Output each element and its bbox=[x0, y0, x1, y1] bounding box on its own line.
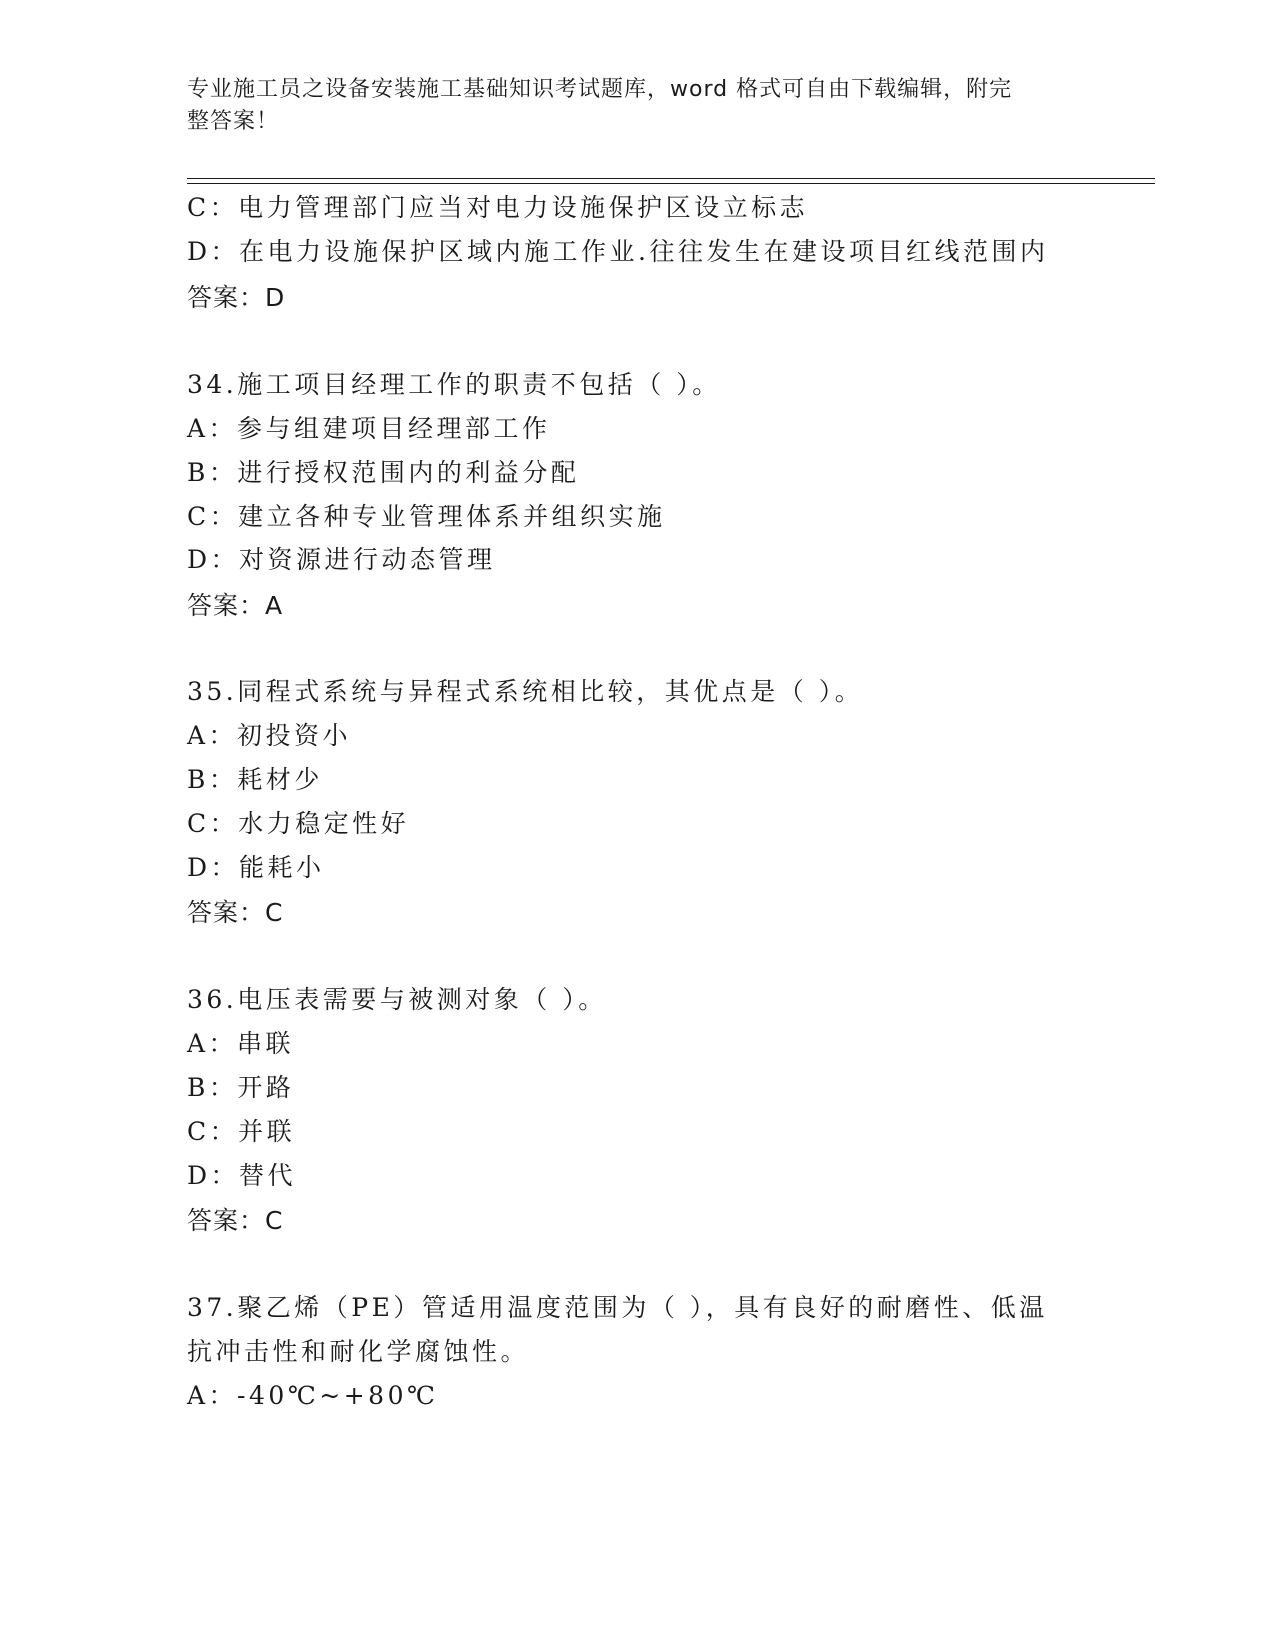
question-34: 34.施工项目经理工作的职责不包括（ ）。 bbox=[187, 370, 721, 399]
option-c-q35: C：水力稳定性好 bbox=[187, 809, 410, 838]
option-a-q37: A：-40℃~+80℃ bbox=[187, 1381, 439, 1410]
option-b-q34: B：进行授权范围内的利益分配 bbox=[187, 458, 580, 487]
option-a-q36: A：串联 bbox=[187, 1029, 295, 1058]
header-line-1: 专业施工员之设备安装施工基础知识考试题库，word 格式可自由下载编辑，附完 bbox=[187, 77, 1013, 102]
answer-q35: 答案：C bbox=[187, 898, 284, 927]
answer-q34: 答案：A bbox=[187, 591, 284, 620]
page-header bbox=[187, 74, 1067, 138]
option-d-q35: D：能耗小 bbox=[187, 853, 325, 882]
option-a-q34: A：参与组建项目经理部工作 bbox=[187, 414, 551, 443]
option-d-q36: D：替代 bbox=[187, 1161, 297, 1190]
question-37-line-2: 抗冲击性和耐化学腐蚀性。 bbox=[187, 1337, 530, 1366]
answer-q33: 答案：D bbox=[187, 283, 286, 312]
answer-q36: 答案：C bbox=[187, 1206, 284, 1235]
option-c-q33: C：电力管理部门应当对电力设施保护区设立标志 bbox=[187, 193, 809, 222]
option-b-q36: B：开路 bbox=[187, 1073, 295, 1102]
option-d-q34: D：对资源进行动态管理 bbox=[187, 545, 496, 574]
question-37-line-1: 37.聚乙烯（PE）管适用温度范围为（ ），具有良好的耐磨性、低温 bbox=[187, 1293, 1048, 1322]
question-36: 36.电压表需要与被测对象（ ）。 bbox=[187, 985, 607, 1014]
header-rule-top bbox=[187, 178, 1155, 179]
header-rule-bottom bbox=[187, 183, 1155, 184]
header-line-2: 整答案！ bbox=[187, 109, 280, 134]
option-b-q35: B：耗材少 bbox=[187, 765, 323, 794]
option-c-q34: C：建立各种专业管理体系并组织实施 bbox=[187, 502, 666, 531]
option-d-q33: D：在电力设施保护区域内施工作业.往往发生在建设项目红线范围内 bbox=[187, 237, 1049, 266]
question-35: 35.同程式系统与异程式系统相比较，其优点是（ ）。 bbox=[187, 677, 864, 706]
option-a-q35: A：初投资小 bbox=[187, 721, 352, 750]
option-c-q36: C：并联 bbox=[187, 1117, 296, 1146]
